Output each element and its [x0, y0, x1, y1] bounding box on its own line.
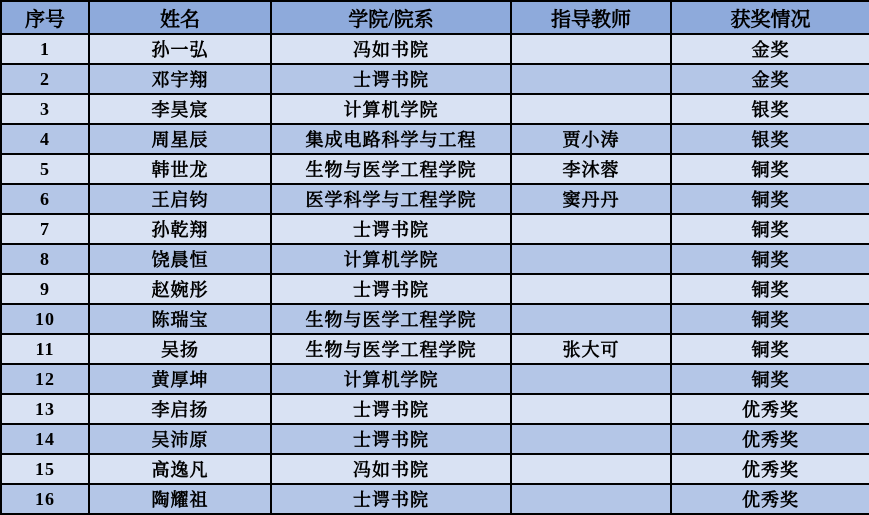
cell-advisor: 贾小涛: [511, 124, 671, 154]
cell-advisor: [511, 424, 671, 454]
cell-award: 铜奖: [671, 304, 869, 334]
cell-award: 优秀奖: [671, 394, 869, 424]
cell-no: 13: [1, 394, 89, 424]
table-row: [1, 334, 869, 364]
table-row: [1, 484, 869, 514]
cell-name: 王启钧: [89, 184, 271, 214]
cell-no: 7: [1, 214, 89, 244]
cell-name: 陈瑞宝: [89, 304, 271, 334]
cell-college: 冯如书院: [271, 34, 511, 64]
cell-advisor: [511, 484, 671, 514]
cell-name: 吴沛原: [89, 424, 271, 454]
cell-college: 生物与医学工程学院: [271, 334, 511, 364]
cell-award: 优秀奖: [671, 424, 869, 454]
cell-college: 士谔书院: [271, 214, 511, 244]
cell-college: 医学科学与工程学院: [271, 184, 511, 214]
cell-advisor: [511, 274, 671, 304]
table-row: [1, 454, 869, 484]
cell-name: 高逸凡: [89, 454, 271, 484]
cell-no: 8: [1, 244, 89, 274]
cell-college: 计算机学院: [271, 364, 511, 394]
cell-award: 铜奖: [671, 214, 869, 244]
cell-name: 饶晨恒: [89, 244, 271, 274]
cell-award: 铜奖: [671, 334, 869, 364]
table-row: [1, 244, 869, 274]
cell-no: 10: [1, 304, 89, 334]
cell-college: 士谔书院: [271, 274, 511, 304]
header-cell-name: 姓名: [89, 1, 271, 34]
cell-award: 铜奖: [671, 274, 869, 304]
cell-advisor: 李沐蓉: [511, 154, 671, 184]
table-row: [1, 184, 869, 214]
table-header-row: [1, 1, 869, 34]
cell-award: 金奖: [671, 64, 869, 94]
cell-college: 士谔书院: [271, 394, 511, 424]
table-row: [1, 34, 869, 64]
table-row: [1, 364, 869, 394]
table-row: [1, 274, 869, 304]
cell-advisor: 窦丹丹: [511, 184, 671, 214]
cell-award: 优秀奖: [671, 484, 869, 514]
cell-award: 铜奖: [671, 154, 869, 184]
cell-name: 黄厚坤: [89, 364, 271, 394]
cell-no: 2: [1, 64, 89, 94]
table-row: [1, 394, 869, 424]
cell-award: 银奖: [671, 124, 869, 154]
cell-award: 金奖: [671, 34, 869, 64]
cell-award: 铜奖: [671, 184, 869, 214]
cell-award: 优秀奖: [671, 454, 869, 484]
cell-advisor: 张大可: [511, 334, 671, 364]
header-cell-college: 学院/院系: [271, 1, 511, 34]
cell-name: 赵婉彤: [89, 274, 271, 304]
cell-name: 孙一弘: [89, 34, 271, 64]
cell-college: 士谔书院: [271, 64, 511, 94]
cell-advisor: [511, 214, 671, 244]
cell-advisor: [511, 454, 671, 484]
cell-no: 16: [1, 484, 89, 514]
cell-no: 15: [1, 454, 89, 484]
table-row: [1, 424, 869, 454]
cell-award: 铜奖: [671, 364, 869, 394]
table-row: [1, 214, 869, 244]
cell-college: 生物与医学工程学院: [271, 154, 511, 184]
header-cell-advisor: 指导教师: [511, 1, 671, 34]
cell-college: 士谔书院: [271, 424, 511, 454]
cell-award: 银奖: [671, 94, 869, 124]
cell-no: 11: [1, 334, 89, 364]
cell-advisor: [511, 94, 671, 124]
cell-name: 吴扬: [89, 334, 271, 364]
cell-name: 李昊宸: [89, 94, 271, 124]
cell-no: 9: [1, 274, 89, 304]
cell-no: 3: [1, 94, 89, 124]
table-row: [1, 94, 869, 124]
cell-college: 计算机学院: [271, 244, 511, 274]
cell-no: 4: [1, 124, 89, 154]
cell-advisor: [511, 364, 671, 394]
table-row: [1, 124, 869, 154]
cell-name: 邓宇翔: [89, 64, 271, 94]
cell-advisor: [511, 304, 671, 334]
cell-college: 士谔书院: [271, 484, 511, 514]
header-cell-no: 序号: [1, 1, 89, 34]
cell-advisor: [511, 34, 671, 64]
cell-no: 5: [1, 154, 89, 184]
cell-advisor: [511, 394, 671, 424]
cell-advisor: [511, 64, 671, 94]
cell-name: 孙乾翔: [89, 214, 271, 244]
cell-no: 1: [1, 34, 89, 64]
cell-award: 铜奖: [671, 244, 869, 274]
cell-advisor: [511, 244, 671, 274]
cell-no: 6: [1, 184, 89, 214]
cell-name: 韩世龙: [89, 154, 271, 184]
header-cell-award: 获奖情况: [671, 1, 869, 34]
cell-college: 冯如书院: [271, 454, 511, 484]
table-row: [1, 64, 869, 94]
cell-college: 生物与医学工程学院: [271, 304, 511, 334]
table-row: [1, 304, 869, 334]
table-row: [1, 154, 869, 184]
cell-name: 陶耀祖: [89, 484, 271, 514]
cell-college: 计算机学院: [271, 94, 511, 124]
cell-no: 14: [1, 424, 89, 454]
cell-college: 集成电路科学与工程: [271, 124, 511, 154]
cell-name: 周星辰: [89, 124, 271, 154]
cell-no: 12: [1, 364, 89, 394]
cell-name: 李启扬: [89, 394, 271, 424]
